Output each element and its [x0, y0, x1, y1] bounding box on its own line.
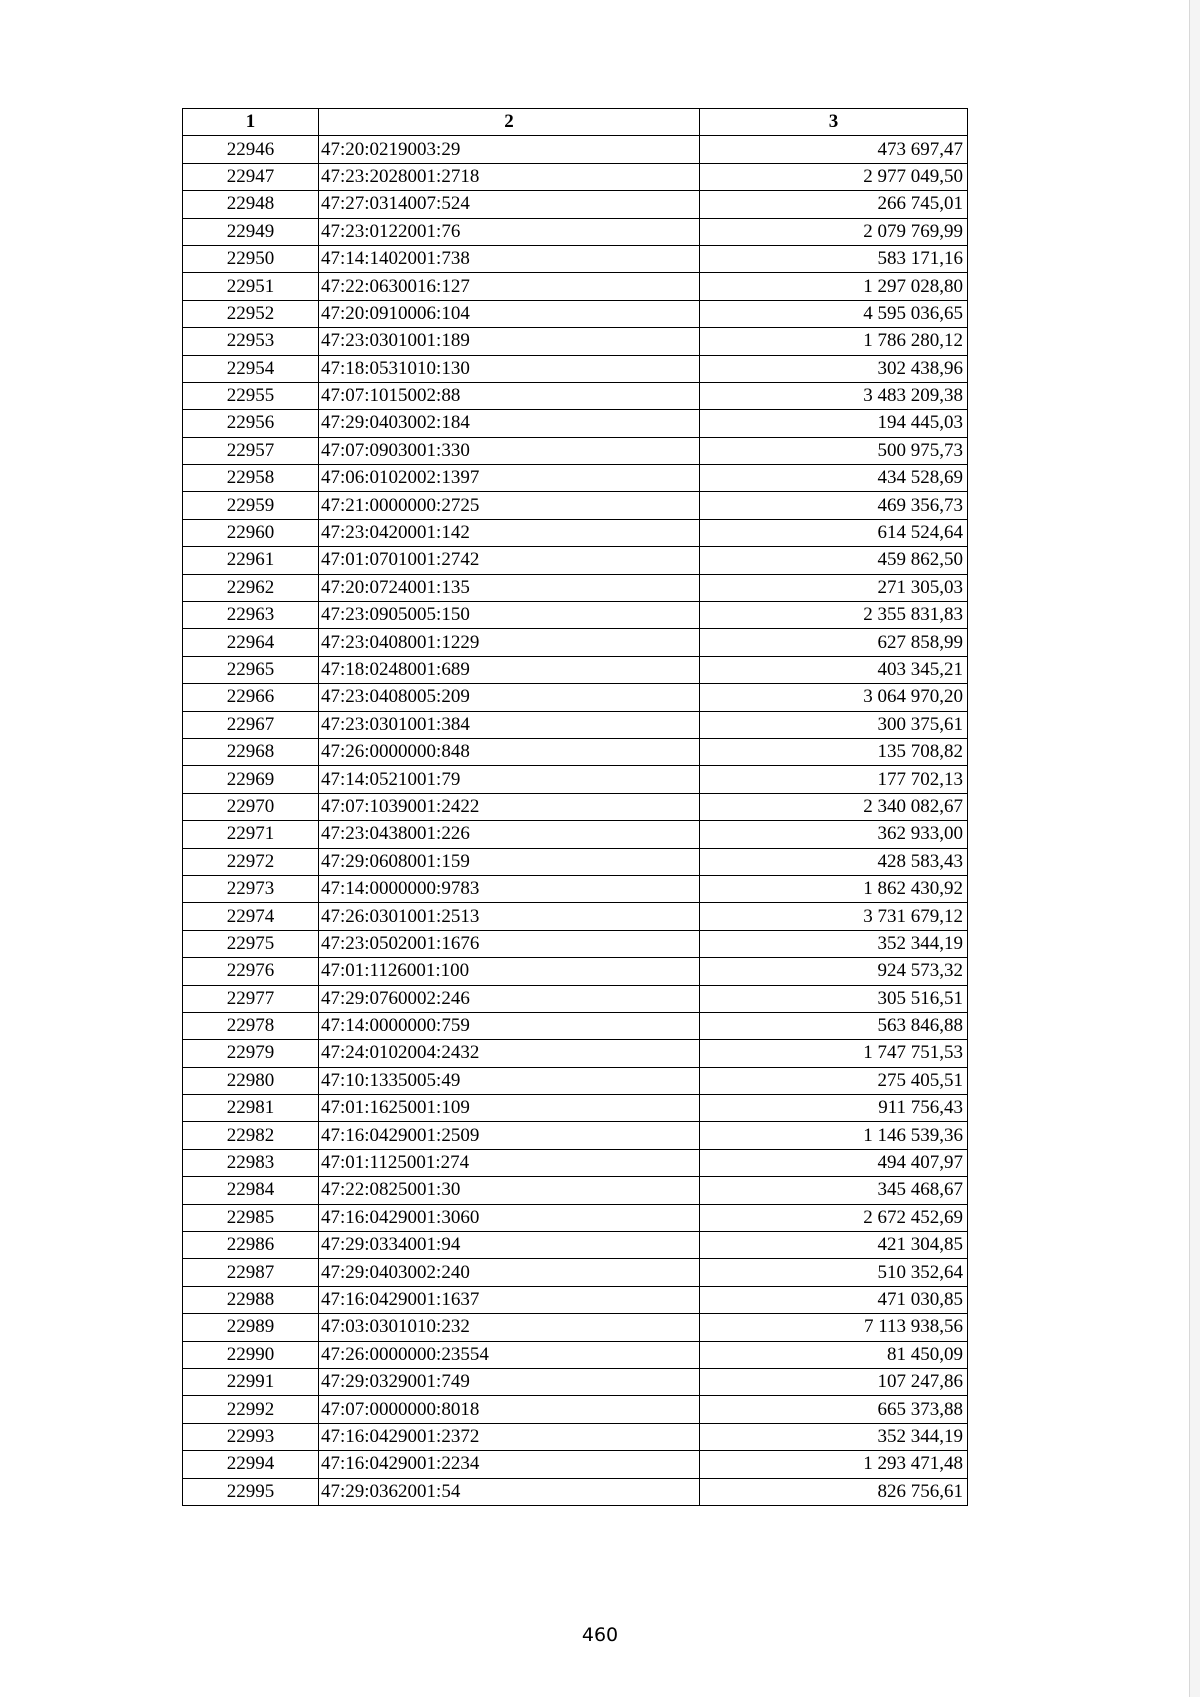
table-row	[183, 574, 968, 601]
cadastral-number-cell: 47:01:1125001:274	[319, 1149, 700, 1176]
cadastral-number-cell: 47:29:0403002:184	[319, 410, 700, 437]
cadastral-number-cell: 47:29:0403002:240	[319, 1259, 700, 1286]
cadastral-number-cell: 47:23:2028001:2718	[319, 163, 700, 190]
column-header-3: 3	[700, 109, 968, 136]
cadastral-number-cell: 47:23:0122001:76	[319, 218, 700, 245]
value-cell: 362 933,00	[700, 821, 968, 848]
cadastral-number-cell: 47:29:0362001:54	[319, 1478, 700, 1505]
table-row	[183, 793, 968, 820]
value-cell: 665 373,88	[700, 1396, 968, 1423]
cadastral-number-cell: 47:29:0760002:246	[319, 985, 700, 1012]
row-number-cell: 22960	[183, 519, 319, 546]
cadastral-number-cell: 47:23:0408001:1229	[319, 629, 700, 656]
table-row	[183, 163, 968, 190]
row-number-cell: 22957	[183, 437, 319, 464]
value-cell: 471 030,85	[700, 1286, 968, 1313]
table-row	[183, 245, 968, 272]
row-number-cell: 22962	[183, 574, 319, 601]
row-number-cell: 22946	[183, 136, 319, 163]
table-row	[183, 191, 968, 218]
value-cell: 3 483 209,38	[700, 382, 968, 409]
table-row	[183, 848, 968, 875]
row-number-cell: 22995	[183, 1478, 319, 1505]
cadastral-number-cell: 47:23:0301001:384	[319, 711, 700, 738]
value-cell: 473 697,47	[700, 136, 968, 163]
cadastral-number-cell: 47:23:0408005:209	[319, 684, 700, 711]
table-row	[183, 1122, 968, 1149]
page-edge	[1189, 0, 1200, 1697]
cadastral-number-cell: 47:18:0531010:130	[319, 355, 700, 382]
cadastral-number-cell: 47:24:0102004:2432	[319, 1040, 700, 1067]
row-number-cell: 22977	[183, 985, 319, 1012]
cadastral-number-cell: 47:01:0701001:2742	[319, 547, 700, 574]
cadastral-number-cell: 47:16:0429001:2509	[319, 1122, 700, 1149]
cadastral-number-cell: 47:14:0000000:759	[319, 1012, 700, 1039]
row-number-cell: 22993	[183, 1423, 319, 1450]
table-row	[183, 1067, 968, 1094]
value-cell: 911 756,43	[700, 1095, 968, 1122]
cadastral-number-cell: 47:20:0910006:104	[319, 300, 700, 327]
table-row	[183, 1232, 968, 1259]
table-row	[183, 1204, 968, 1231]
table-row	[183, 1012, 968, 1039]
table-row	[183, 656, 968, 683]
table-row	[183, 547, 968, 574]
cadastral-number-cell: 47:20:0724001:135	[319, 574, 700, 601]
row-number-cell: 22971	[183, 821, 319, 848]
row-number-cell: 22990	[183, 1341, 319, 1368]
value-cell: 403 345,21	[700, 656, 968, 683]
row-number-cell: 22950	[183, 245, 319, 272]
row-number-cell: 22954	[183, 355, 319, 382]
value-cell: 1 297 028,80	[700, 273, 968, 300]
cadastral-number-cell: 47:10:1335005:49	[319, 1067, 700, 1094]
row-number-cell: 22991	[183, 1368, 319, 1395]
table-row	[183, 355, 968, 382]
table-row	[183, 1451, 968, 1478]
row-number-cell: 22987	[183, 1259, 319, 1286]
cadastral-number-cell: 47:16:0429001:2372	[319, 1423, 700, 1450]
cadastral-number-cell: 47:14:1402001:738	[319, 245, 700, 272]
value-cell: 352 344,19	[700, 1423, 968, 1450]
table-row	[183, 382, 968, 409]
row-number-cell: 22983	[183, 1149, 319, 1176]
value-cell: 1 747 751,53	[700, 1040, 968, 1067]
cadastral-number-cell: 47:03:0301010:232	[319, 1314, 700, 1341]
cadastral-number-cell: 47:07:1039001:2422	[319, 793, 700, 820]
row-number-cell: 22951	[183, 273, 319, 300]
row-number-cell: 22949	[183, 218, 319, 245]
cadastral-number-cell: 47:16:0429001:3060	[319, 1204, 700, 1231]
cadastral-number-cell: 47:14:0521001:79	[319, 766, 700, 793]
value-cell: 494 407,97	[700, 1149, 968, 1176]
table-row	[183, 1396, 968, 1423]
table-row	[183, 684, 968, 711]
row-number-cell: 22948	[183, 191, 319, 218]
cadastral-number-cell: 47:22:0630016:127	[319, 273, 700, 300]
row-number-cell: 22967	[183, 711, 319, 738]
cadastral-number-cell: 47:01:1126001:100	[319, 958, 700, 985]
cadastral-number-cell: 47:18:0248001:689	[319, 656, 700, 683]
row-number-cell: 22969	[183, 766, 319, 793]
value-cell: 305 516,51	[700, 985, 968, 1012]
table-row	[183, 629, 968, 656]
value-cell: 3 064 970,20	[700, 684, 968, 711]
row-number-cell: 22986	[183, 1232, 319, 1259]
row-number-cell: 22992	[183, 1396, 319, 1423]
table-row	[183, 1286, 968, 1313]
row-number-cell: 22959	[183, 492, 319, 519]
row-number-cell: 22955	[183, 382, 319, 409]
cadastral-number-cell: 47:23:0420001:142	[319, 519, 700, 546]
value-cell: 275 405,51	[700, 1067, 968, 1094]
table-row	[183, 1314, 968, 1341]
value-cell: 7 113 938,56	[700, 1314, 968, 1341]
table-row	[183, 1259, 968, 1286]
row-number-cell: 22984	[183, 1177, 319, 1204]
table-row	[183, 328, 968, 355]
table-row	[183, 602, 968, 629]
table-row	[183, 1040, 968, 1067]
page-number: 460	[581, 1624, 619, 1646]
value-cell: 302 438,96	[700, 355, 968, 382]
row-number-cell: 22963	[183, 602, 319, 629]
value-cell: 434 528,69	[700, 465, 968, 492]
value-cell: 2 355 831,83	[700, 602, 968, 629]
row-number-cell: 22994	[183, 1451, 319, 1478]
table-row	[183, 875, 968, 902]
column-header-2: 2	[319, 109, 700, 136]
cadastral-number-cell: 47:14:0000000:9783	[319, 875, 700, 902]
value-cell: 177 702,13	[700, 766, 968, 793]
row-number-cell: 22968	[183, 738, 319, 765]
row-number-cell: 22970	[183, 793, 319, 820]
cadastral-number-cell: 47:07:0000000:8018	[319, 1396, 700, 1423]
table-row	[183, 903, 968, 930]
value-cell: 583 171,16	[700, 245, 968, 272]
value-cell: 3 731 679,12	[700, 903, 968, 930]
value-cell: 266 745,01	[700, 191, 968, 218]
cadastral-number-cell: 47:23:0438001:226	[319, 821, 700, 848]
row-number-cell: 22975	[183, 930, 319, 957]
value-cell: 2 340 082,67	[700, 793, 968, 820]
value-cell: 614 524,64	[700, 519, 968, 546]
cadastral-number-cell: 47:23:0905005:150	[319, 602, 700, 629]
value-cell: 510 352,64	[700, 1259, 968, 1286]
value-cell: 627 858,99	[700, 629, 968, 656]
table-row	[183, 1149, 968, 1176]
row-number-cell: 22974	[183, 903, 319, 930]
cadastral-number-cell: 47:23:0502001:1676	[319, 930, 700, 957]
row-number-cell: 22981	[183, 1095, 319, 1122]
row-number-cell: 22982	[183, 1122, 319, 1149]
value-cell: 135 708,82	[700, 738, 968, 765]
cadastral-number-cell: 47:07:0903001:330	[319, 437, 700, 464]
row-number-cell: 22964	[183, 629, 319, 656]
row-number-cell: 22953	[183, 328, 319, 355]
value-cell: 469 356,73	[700, 492, 968, 519]
cadastral-number-cell: 47:26:0301001:2513	[319, 903, 700, 930]
table-row	[183, 136, 968, 163]
cadastral-number-cell: 47:29:0608001:159	[319, 848, 700, 875]
cadastral-number-cell: 47:20:0219003:29	[319, 136, 700, 163]
row-number-cell: 22966	[183, 684, 319, 711]
value-cell: 563 846,88	[700, 1012, 968, 1039]
row-number-cell: 22961	[183, 547, 319, 574]
cadastral-number-cell: 47:26:0000000:23554	[319, 1341, 700, 1368]
header-row	[183, 109, 968, 136]
table-row	[183, 738, 968, 765]
table-row	[183, 1095, 968, 1122]
row-number-cell: 22965	[183, 656, 319, 683]
value-cell: 428 583,43	[700, 848, 968, 875]
cadastral-number-cell: 47:21:0000000:2725	[319, 492, 700, 519]
row-number-cell: 22952	[183, 300, 319, 327]
cadastral-number-cell: 47:06:0102002:1397	[319, 465, 700, 492]
value-cell: 459 862,50	[700, 547, 968, 574]
table-row	[183, 1341, 968, 1368]
table-row	[183, 492, 968, 519]
value-cell: 300 375,61	[700, 711, 968, 738]
value-cell: 271 305,03	[700, 574, 968, 601]
row-number-cell: 22988	[183, 1286, 319, 1313]
value-cell: 2 672 452,69	[700, 1204, 968, 1231]
value-cell: 81 450,09	[700, 1341, 968, 1368]
value-cell: 421 304,85	[700, 1232, 968, 1259]
table-row	[183, 519, 968, 546]
row-number-cell: 22972	[183, 848, 319, 875]
row-number-cell: 22956	[183, 410, 319, 437]
cadastral-number-cell: 47:27:0314007:524	[319, 191, 700, 218]
table-row	[183, 1177, 968, 1204]
cadastral-number-cell: 47:23:0301001:189	[319, 328, 700, 355]
cadastral-number-cell: 47:29:0334001:94	[319, 1232, 700, 1259]
value-cell: 1 862 430,92	[700, 875, 968, 902]
cadastral-number-cell: 47:01:1625001:109	[319, 1095, 700, 1122]
row-number-cell: 22985	[183, 1204, 319, 1231]
value-cell: 826 756,61	[700, 1478, 968, 1505]
table-row	[183, 985, 968, 1012]
value-cell: 1 293 471,48	[700, 1451, 968, 1478]
row-number-cell: 22978	[183, 1012, 319, 1039]
value-cell: 352 344,19	[700, 930, 968, 957]
table-row	[183, 930, 968, 957]
row-number-cell: 22980	[183, 1067, 319, 1094]
table-row	[183, 711, 968, 738]
table-row	[183, 273, 968, 300]
value-cell: 194 445,03	[700, 410, 968, 437]
table-row	[183, 958, 968, 985]
table-body	[183, 136, 968, 1506]
cadastral-number-cell: 47:29:0329001:749	[319, 1368, 700, 1395]
value-cell: 924 573,32	[700, 958, 968, 985]
row-number-cell: 22973	[183, 875, 319, 902]
table-row	[183, 437, 968, 464]
cadastral-number-cell: 47:07:1015002:88	[319, 382, 700, 409]
row-number-cell: 22947	[183, 163, 319, 190]
value-cell: 1 146 539,36	[700, 1122, 968, 1149]
row-number-cell: 22976	[183, 958, 319, 985]
table-row	[183, 821, 968, 848]
cadastral-number-cell: 47:16:0429001:2234	[319, 1451, 700, 1478]
table-header	[183, 109, 968, 136]
data-table	[182, 108, 968, 1506]
row-number-cell: 22958	[183, 465, 319, 492]
column-header-1: 1	[183, 109, 319, 136]
value-cell: 500 975,73	[700, 437, 968, 464]
value-cell: 345 468,67	[700, 1177, 968, 1204]
cadastral-number-cell: 47:26:0000000:848	[319, 738, 700, 765]
table-row	[183, 300, 968, 327]
row-number-cell: 22979	[183, 1040, 319, 1067]
value-cell: 1 786 280,12	[700, 328, 968, 355]
value-cell: 107 247,86	[700, 1368, 968, 1395]
cadastral-number-cell: 47:22:0825001:30	[319, 1177, 700, 1204]
table-row	[183, 1368, 968, 1395]
table-row	[183, 410, 968, 437]
value-cell: 2 977 049,50	[700, 163, 968, 190]
value-cell: 4 595 036,65	[700, 300, 968, 327]
table-row	[183, 1423, 968, 1450]
table-row	[183, 766, 968, 793]
value-cell: 2 079 769,99	[700, 218, 968, 245]
table-row	[183, 465, 968, 492]
table-row	[183, 1478, 968, 1505]
row-number-cell: 22989	[183, 1314, 319, 1341]
cadastral-number-cell: 47:16:0429001:1637	[319, 1286, 700, 1313]
table-row	[183, 218, 968, 245]
